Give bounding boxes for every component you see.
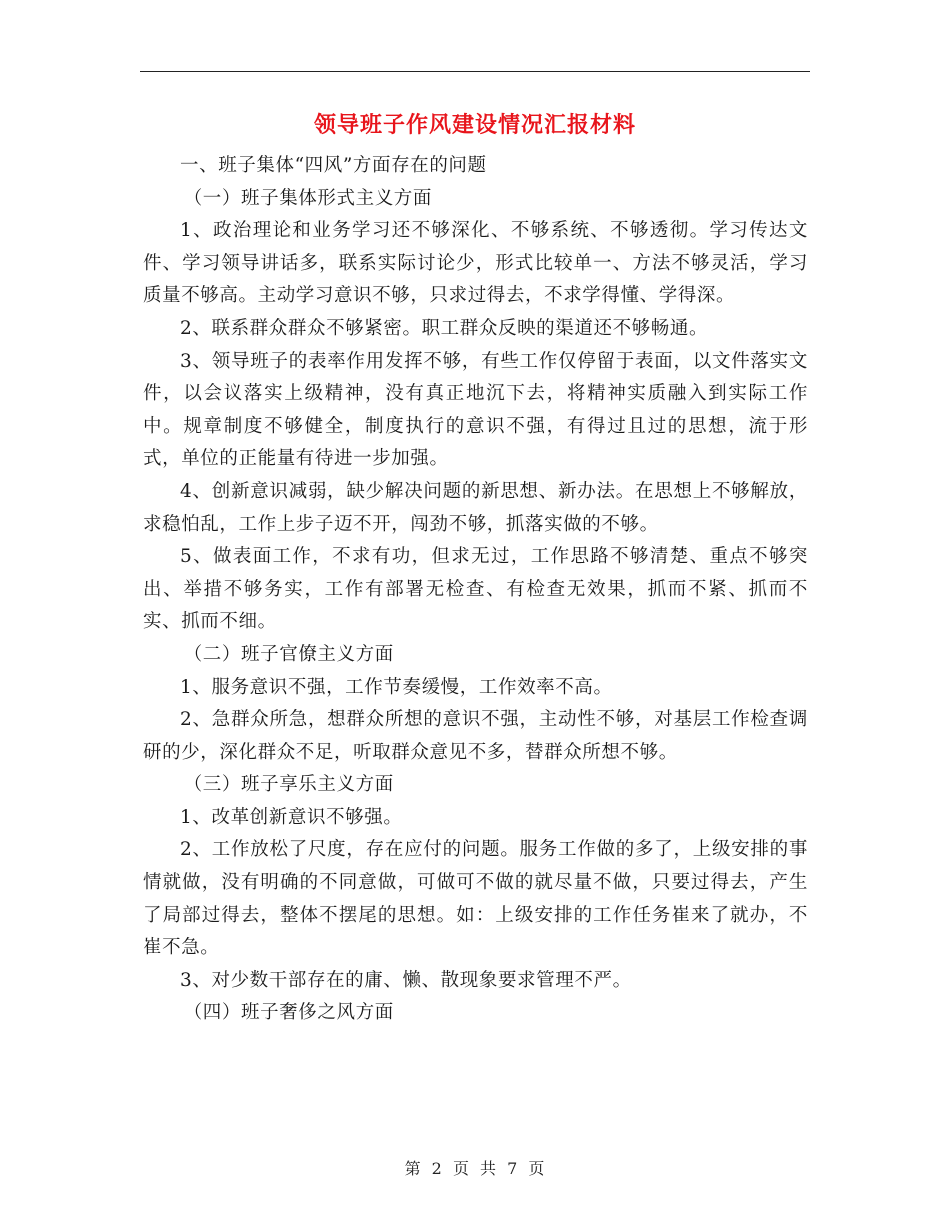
body-paragraph: 3、领导班子的表率作用发挥不够，有些工作仅停留于表面，以文件落实文件，以会议落实上级精神，没有真正地沉下去，将精神实质融入到实际工作中。规章制度不够健全，制度执行的意识不强，有得过且过的思想，流于形式，单位的正能量有待进一步加强。	[143, 350, 808, 470]
body-paragraph: 1、政治理论和业务学习还不够深化、不够系统、不够透彻。学习传达文件、学习领导讲话多，联系实际讨论少，形式比较单一、方法不够灵活，学习质量不够高。主动学习意识不够，只求过得去，不求学得懂、学得深。	[143, 220, 808, 307]
subsection-heading: （三）班子享乐主义方面	[183, 774, 394, 796]
subsection-heading: （二）班子官僚主义方面	[183, 643, 394, 665]
body-paragraph: 4、创新意识减弱，缺少解决问题的新思想、新办法。在思想上不够解放，求稳怕乱，工作上步子迈不开，闯劲不够，抓落实做的不够。	[143, 480, 808, 535]
subsection-heading: （一）班子集体形式主义方面	[183, 187, 432, 209]
header-rule	[140, 71, 810, 72]
document-title: 领导班子作风建设情况汇报材料	[313, 112, 636, 138]
document-body	[143, 150, 808, 1030]
subsection-heading: （四）班子奢侈之风方面	[183, 1002, 394, 1024]
body-paragraph: 5、做表面工作，不求有功，但求无过，工作思路不够清楚、重点不够突出、举措不够务实，工作有部署无检查、有检查无效果，抓而不紧、抓而不实、抓而不细。	[143, 546, 808, 633]
body-paragraph: 2、联系群众群众不够紧密。职工群众反映的渠道还不够畅通。	[180, 317, 709, 339]
body-paragraph: 3、对少数干部存在的庸、懒、散现象要求管理不严。	[180, 969, 632, 991]
body-paragraph: 1、服务意识不强，工作节奏缓慢，工作效率不高。	[180, 676, 613, 698]
body-paragraph: 2、急群众所急，想群众所想的意识不强，主动性不够，对基层工作检查调研的少，深化群众不足，听取群众意见不多，替群众所想不够。	[143, 709, 808, 763]
page-number: 第 2 页 共 7 页	[404, 1159, 546, 1178]
body-paragraph: 1、改革创新意识不够强。	[180, 806, 403, 828]
body-paragraph: 2、工作放松了尺度，存在应付的问题。服务工作做的多了，上级安排的事情就做，没有明确的不同意做，可做可不做的就尽量不做，只要过得去，产生了局部过得去，整体不摆尾的思想。如：上级安排的工作任务崔来了就办，不崔不急。	[143, 839, 808, 959]
section-heading: 一、班子集体“四风”方面存在的问题	[180, 155, 487, 176]
